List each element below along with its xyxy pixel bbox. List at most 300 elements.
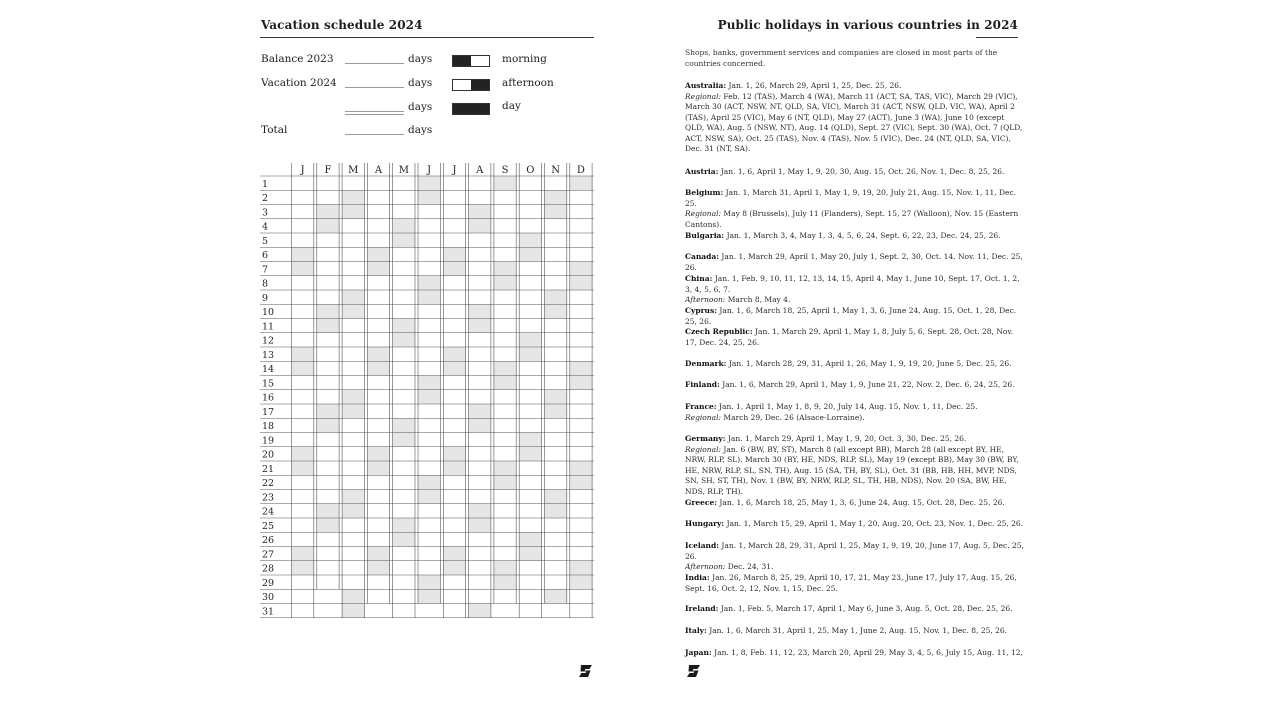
day-cell[interactable] (393, 290, 415, 304)
day-cell[interactable] (393, 247, 415, 261)
day-cell[interactable] (418, 504, 440, 518)
day-cell[interactable] (570, 589, 592, 603)
day-cell[interactable] (367, 490, 389, 504)
day-cell[interactable] (342, 262, 364, 276)
day-cell[interactable] (317, 418, 339, 432)
day-cell[interactable] (393, 361, 415, 375)
day-cell[interactable] (367, 205, 389, 219)
day-cell[interactable] (469, 361, 491, 375)
day-cell[interactable] (418, 276, 440, 290)
day-cell[interactable] (367, 589, 389, 603)
day-cell[interactable] (469, 205, 491, 219)
day-cell[interactable] (519, 518, 541, 532)
day-cell[interactable] (418, 589, 440, 603)
day-cell[interactable] (494, 347, 516, 361)
day-cell[interactable] (292, 347, 314, 361)
day-cell[interactable] (443, 404, 465, 418)
day-cell[interactable] (545, 333, 567, 347)
day-cell[interactable] (570, 176, 592, 190)
day-cell[interactable] (418, 404, 440, 418)
day-cell[interactable] (418, 461, 440, 475)
day-cell[interactable] (519, 461, 541, 475)
day-cell[interactable] (393, 575, 415, 589)
day-cell[interactable] (443, 319, 465, 333)
day-cell[interactable] (342, 347, 364, 361)
day-cell[interactable] (469, 290, 491, 304)
day-cell[interactable] (519, 361, 541, 375)
day-cell[interactable] (393, 219, 415, 233)
day-cell[interactable] (570, 205, 592, 219)
double-blank-line[interactable] (345, 111, 404, 112)
day-cell[interactable] (367, 404, 389, 418)
day-cell[interactable] (292, 205, 314, 219)
day-cell[interactable] (342, 247, 364, 261)
day-cell[interactable] (418, 418, 440, 432)
day-cell[interactable] (570, 276, 592, 290)
day-cell[interactable] (342, 190, 364, 204)
day-cell[interactable] (393, 376, 415, 390)
day-cell[interactable] (393, 333, 415, 347)
day-cell[interactable] (443, 490, 465, 504)
day-cell[interactable] (570, 475, 592, 489)
day-cell[interactable] (469, 404, 491, 418)
day-cell[interactable] (418, 376, 440, 390)
day-cell[interactable] (545, 219, 567, 233)
day-cell[interactable] (494, 575, 516, 589)
day-cell[interactable] (393, 418, 415, 432)
day-cell[interactable] (418, 262, 440, 276)
day-cell[interactable] (292, 433, 314, 447)
day-cell[interactable] (443, 376, 465, 390)
day-cell[interactable] (494, 333, 516, 347)
day-cell[interactable] (469, 333, 491, 347)
day-cell[interactable] (469, 575, 491, 589)
day-cell[interactable] (469, 418, 491, 432)
day-cell[interactable] (443, 518, 465, 532)
day-cell[interactable] (317, 361, 339, 375)
day-cell[interactable] (519, 276, 541, 290)
day-cell[interactable] (519, 347, 541, 361)
day-cell[interactable] (393, 561, 415, 575)
day-cell[interactable] (292, 319, 314, 333)
day-cell[interactable] (494, 404, 516, 418)
day-cell[interactable] (570, 561, 592, 575)
day-cell[interactable] (418, 518, 440, 532)
day-cell[interactable] (393, 461, 415, 475)
day-cell[interactable] (292, 219, 314, 233)
day-cell[interactable] (367, 518, 389, 532)
day-cell[interactable] (367, 319, 389, 333)
day-cell[interactable] (317, 461, 339, 475)
day-cell[interactable] (342, 475, 364, 489)
day-cell[interactable] (443, 290, 465, 304)
day-cell[interactable] (519, 290, 541, 304)
day-cell[interactable] (469, 304, 491, 318)
day-cell[interactable] (443, 190, 465, 204)
day-cell[interactable] (367, 361, 389, 375)
day-cell[interactable] (519, 376, 541, 390)
day-cell[interactable] (519, 447, 541, 461)
day-cell[interactable] (393, 518, 415, 532)
day-cell[interactable] (545, 490, 567, 504)
day-cell[interactable] (519, 319, 541, 333)
day-cell[interactable] (545, 347, 567, 361)
day-cell[interactable] (443, 262, 465, 276)
day-cell[interactable] (469, 247, 491, 261)
day-cell[interactable] (317, 276, 339, 290)
day-cell[interactable] (494, 532, 516, 546)
day-cell[interactable] (494, 447, 516, 461)
day-cell[interactable] (494, 433, 516, 447)
day-cell[interactable] (418, 547, 440, 561)
day-cell[interactable] (570, 461, 592, 475)
day-cell[interactable] (545, 547, 567, 561)
day-cell[interactable] (469, 504, 491, 518)
day-cell[interactable] (393, 176, 415, 190)
day-cell[interactable] (545, 276, 567, 290)
day-cell[interactable] (545, 532, 567, 546)
day-cell[interactable] (317, 561, 339, 575)
day-cell[interactable] (519, 561, 541, 575)
day-cell[interactable] (367, 418, 389, 432)
day-cell[interactable] (367, 190, 389, 204)
blank-line[interactable] (345, 134, 404, 135)
day-cell[interactable] (317, 347, 339, 361)
day-cell[interactable] (443, 361, 465, 375)
day-cell[interactable] (494, 589, 516, 603)
day-cell[interactable] (418, 205, 440, 219)
day-cell[interactable] (342, 361, 364, 375)
day-cell[interactable] (418, 561, 440, 575)
day-cell[interactable] (519, 575, 541, 589)
day-cell[interactable] (570, 532, 592, 546)
day-cell[interactable] (443, 547, 465, 561)
day-cell[interactable] (367, 219, 389, 233)
day-cell[interactable] (418, 190, 440, 204)
day-cell[interactable] (545, 233, 567, 247)
day-cell[interactable] (469, 604, 491, 618)
day-cell[interactable] (292, 418, 314, 432)
day-cell[interactable] (292, 290, 314, 304)
day-cell[interactable] (342, 589, 364, 603)
day-cell[interactable] (469, 219, 491, 233)
day-cell[interactable] (393, 304, 415, 318)
day-cell[interactable] (443, 205, 465, 219)
day-cell[interactable] (545, 376, 567, 390)
day-cell[interactable] (367, 575, 389, 589)
day-cell[interactable] (292, 247, 314, 261)
day-cell[interactable] (367, 347, 389, 361)
day-cell[interactable] (292, 447, 314, 461)
day-cell[interactable] (418, 290, 440, 304)
day-cell[interactable] (570, 304, 592, 318)
day-cell[interactable] (570, 361, 592, 375)
day-cell[interactable] (519, 262, 541, 276)
day-cell[interactable] (545, 390, 567, 404)
day-cell[interactable] (443, 304, 465, 318)
day-cell[interactable] (418, 361, 440, 375)
day-cell[interactable] (393, 433, 415, 447)
day-cell[interactable] (342, 319, 364, 333)
day-cell[interactable] (443, 247, 465, 261)
day-cell[interactable] (342, 418, 364, 432)
day-cell[interactable] (418, 475, 440, 489)
day-cell[interactable] (443, 176, 465, 190)
day-cell[interactable] (519, 547, 541, 561)
day-cell[interactable] (317, 290, 339, 304)
day-cell[interactable] (418, 233, 440, 247)
day-cell[interactable] (342, 290, 364, 304)
day-cell[interactable] (443, 589, 465, 603)
day-cell[interactable] (519, 205, 541, 219)
day-cell[interactable] (519, 504, 541, 518)
day-cell[interactable] (545, 447, 567, 461)
day-cell[interactable] (570, 518, 592, 532)
day-cell[interactable] (418, 447, 440, 461)
day-cell[interactable] (418, 433, 440, 447)
day-cell[interactable] (519, 390, 541, 404)
day-cell[interactable] (494, 376, 516, 390)
day-cell[interactable] (342, 205, 364, 219)
day-cell[interactable] (545, 361, 567, 375)
day-cell[interactable] (545, 404, 567, 418)
day-cell[interactable] (494, 247, 516, 261)
day-cell[interactable] (292, 504, 314, 518)
day-cell[interactable] (469, 518, 491, 532)
day-cell[interactable] (545, 589, 567, 603)
day-cell[interactable] (367, 504, 389, 518)
day-cell[interactable] (367, 333, 389, 347)
day-cell[interactable] (317, 404, 339, 418)
day-cell[interactable] (367, 276, 389, 290)
day-cell[interactable] (494, 490, 516, 504)
day-cell[interactable] (292, 490, 314, 504)
day-cell[interactable] (443, 504, 465, 518)
day-cell[interactable] (317, 475, 339, 489)
day-cell[interactable] (367, 290, 389, 304)
day-cell[interactable] (519, 247, 541, 261)
day-cell[interactable] (443, 433, 465, 447)
day-cell[interactable] (545, 176, 567, 190)
day-cell[interactable] (545, 190, 567, 204)
day-cell[interactable] (494, 361, 516, 375)
day-cell[interactable] (317, 518, 339, 532)
day-cell[interactable] (418, 333, 440, 347)
day-cell[interactable] (494, 561, 516, 575)
day-cell[interactable] (519, 532, 541, 546)
day-cell[interactable] (443, 418, 465, 432)
day-cell[interactable] (393, 490, 415, 504)
day-cell[interactable] (342, 504, 364, 518)
day-cell[interactable] (519, 604, 541, 618)
day-cell[interactable] (342, 604, 364, 618)
day-cell[interactable] (443, 532, 465, 546)
day-cell[interactable] (292, 190, 314, 204)
day-cell[interactable] (342, 547, 364, 561)
day-cell[interactable] (393, 190, 415, 204)
day-cell[interactable] (292, 561, 314, 575)
day-cell[interactable] (317, 504, 339, 518)
day-cell[interactable] (393, 589, 415, 603)
day-cell[interactable] (570, 233, 592, 247)
day-cell[interactable] (494, 233, 516, 247)
day-cell[interactable] (570, 376, 592, 390)
day-cell[interactable] (519, 490, 541, 504)
day-cell[interactable] (317, 333, 339, 347)
day-cell[interactable] (292, 604, 314, 618)
day-cell[interactable] (317, 176, 339, 190)
day-cell[interactable] (393, 276, 415, 290)
day-cell[interactable] (393, 547, 415, 561)
day-cell[interactable] (393, 504, 415, 518)
day-cell[interactable] (393, 319, 415, 333)
day-cell[interactable] (393, 347, 415, 361)
day-cell[interactable] (342, 447, 364, 461)
day-cell[interactable] (469, 547, 491, 561)
day-cell[interactable] (545, 561, 567, 575)
day-cell[interactable] (317, 190, 339, 204)
day-cell[interactable] (469, 262, 491, 276)
day-cell[interactable] (469, 190, 491, 204)
blank-line[interactable] (345, 87, 404, 88)
day-cell[interactable] (570, 404, 592, 418)
day-cell[interactable] (469, 347, 491, 361)
day-cell[interactable] (570, 290, 592, 304)
day-cell[interactable] (443, 347, 465, 361)
day-cell[interactable] (545, 418, 567, 432)
day-cell[interactable] (443, 575, 465, 589)
day-cell[interactable] (570, 504, 592, 518)
day-cell[interactable] (418, 347, 440, 361)
day-cell[interactable] (494, 290, 516, 304)
day-cell[interactable] (292, 361, 314, 375)
day-cell[interactable] (519, 589, 541, 603)
day-cell[interactable] (494, 276, 516, 290)
day-cell[interactable] (317, 532, 339, 546)
day-cell[interactable] (342, 176, 364, 190)
day-cell[interactable] (317, 233, 339, 247)
day-cell[interactable] (367, 461, 389, 475)
day-cell[interactable] (317, 247, 339, 261)
day-cell[interactable] (469, 433, 491, 447)
day-cell[interactable] (545, 575, 567, 589)
day-cell[interactable] (494, 461, 516, 475)
day-cell[interactable] (570, 604, 592, 618)
day-cell[interactable] (469, 276, 491, 290)
day-cell[interactable] (545, 461, 567, 475)
day-cell[interactable] (367, 262, 389, 276)
day-cell[interactable] (469, 176, 491, 190)
day-cell[interactable] (292, 404, 314, 418)
day-cell[interactable] (469, 490, 491, 504)
day-cell[interactable] (418, 390, 440, 404)
day-cell[interactable] (393, 390, 415, 404)
day-cell[interactable] (494, 390, 516, 404)
day-cell[interactable] (545, 504, 567, 518)
day-cell[interactable] (545, 475, 567, 489)
day-cell[interactable] (418, 219, 440, 233)
day-cell[interactable] (342, 390, 364, 404)
day-cell[interactable] (545, 262, 567, 276)
day-cell[interactable] (494, 304, 516, 318)
day-cell[interactable] (519, 418, 541, 432)
day-cell[interactable] (519, 304, 541, 318)
day-cell[interactable] (570, 433, 592, 447)
day-cell[interactable] (494, 205, 516, 219)
day-cell[interactable] (545, 304, 567, 318)
day-cell[interactable] (545, 205, 567, 219)
day-cell[interactable] (342, 276, 364, 290)
day-cell[interactable] (317, 547, 339, 561)
day-cell[interactable] (367, 247, 389, 261)
day-cell[interactable] (367, 176, 389, 190)
day-cell[interactable] (519, 176, 541, 190)
day-cell[interactable] (292, 390, 314, 404)
day-cell[interactable] (469, 376, 491, 390)
day-cell[interactable] (570, 247, 592, 261)
day-cell[interactable] (292, 475, 314, 489)
day-cell[interactable] (469, 447, 491, 461)
day-cell[interactable] (570, 333, 592, 347)
day-cell[interactable] (292, 589, 314, 603)
day-cell[interactable] (418, 490, 440, 504)
day-cell[interactable] (342, 575, 364, 589)
day-cell[interactable] (570, 219, 592, 233)
day-cell[interactable] (317, 433, 339, 447)
day-cell[interactable] (317, 490, 339, 504)
day-cell[interactable] (393, 233, 415, 247)
day-cell[interactable] (367, 390, 389, 404)
day-cell[interactable] (570, 490, 592, 504)
day-cell[interactable] (494, 176, 516, 190)
day-cell[interactable] (469, 561, 491, 575)
day-cell[interactable] (519, 475, 541, 489)
day-cell[interactable] (545, 247, 567, 261)
day-cell[interactable] (367, 547, 389, 561)
day-cell[interactable] (317, 304, 339, 318)
day-cell[interactable] (393, 205, 415, 219)
day-cell[interactable] (292, 547, 314, 561)
day-cell[interactable] (494, 518, 516, 532)
day-cell[interactable] (494, 504, 516, 518)
day-cell[interactable] (367, 433, 389, 447)
day-cell[interactable] (317, 447, 339, 461)
day-cell[interactable] (418, 575, 440, 589)
day-cell[interactable] (519, 333, 541, 347)
day-cell[interactable] (292, 276, 314, 290)
day-cell[interactable] (342, 490, 364, 504)
day-cell[interactable] (519, 219, 541, 233)
day-cell[interactable] (443, 447, 465, 461)
day-cell[interactable] (418, 304, 440, 318)
day-cell[interactable] (342, 376, 364, 390)
day-cell[interactable] (292, 262, 314, 276)
day-cell[interactable] (443, 219, 465, 233)
day-cell[interactable] (570, 347, 592, 361)
day-cell[interactable] (443, 390, 465, 404)
day-cell[interactable] (317, 219, 339, 233)
blank-line[interactable] (345, 63, 404, 64)
day-cell[interactable] (494, 319, 516, 333)
day-cell[interactable] (342, 561, 364, 575)
day-cell[interactable] (570, 262, 592, 276)
day-cell[interactable] (519, 190, 541, 204)
day-cell[interactable] (570, 547, 592, 561)
day-cell[interactable] (367, 475, 389, 489)
day-cell[interactable] (292, 461, 314, 475)
day-cell[interactable] (443, 475, 465, 489)
day-cell[interactable] (317, 376, 339, 390)
